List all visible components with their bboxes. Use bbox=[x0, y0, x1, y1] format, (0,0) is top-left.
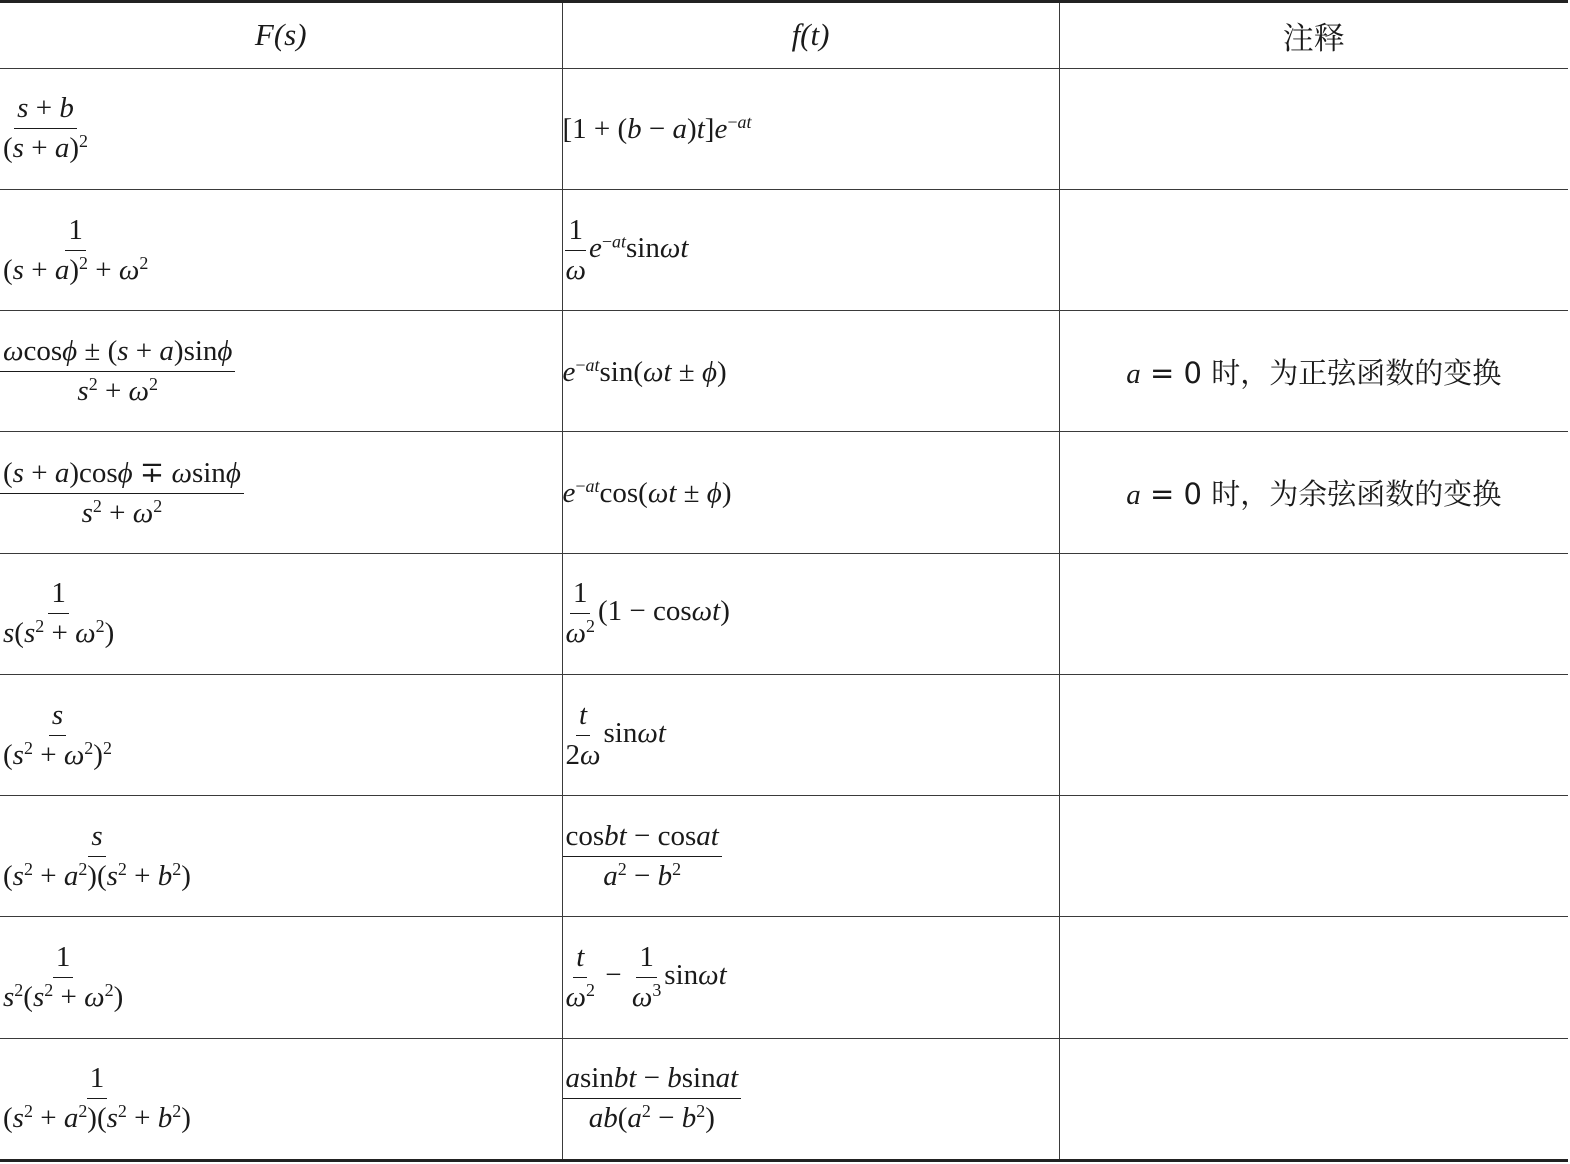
ft-formula: $\frac{1}{\omega^2}$ (1 − cosωt) bbox=[565, 577, 730, 650]
note-cell bbox=[1059, 189, 1568, 310]
fs-cell bbox=[0, 796, 562, 917]
fs-numerator: s + b bbox=[14, 92, 77, 129]
note-cell bbox=[1059, 674, 1568, 795]
fs-cell bbox=[0, 68, 562, 189]
ft-formula: $e^{-at}\cos(\omega t \pm \phi)$ bbox=[562, 476, 732, 509]
fs-cell bbox=[0, 189, 562, 310]
fs-numerator: ωcosϕ ± (s + a)sinϕ bbox=[0, 335, 235, 372]
ft-cell bbox=[562, 917, 1059, 1038]
note-cell: a = 0 时，为正弦函数的变换 bbox=[1059, 311, 1568, 432]
fs-denominator: $(s + a)^2 + \omega^2$ bbox=[3, 252, 149, 286]
fs-denominator: $s^2 + \omega^2$ bbox=[77, 373, 159, 407]
note-cell bbox=[1059, 796, 1568, 917]
fs-formula bbox=[0, 1062, 194, 1135]
fs-denominator: $(s^2 + a^2)(s^2 + b^2)$ bbox=[3, 858, 191, 892]
fs-cell bbox=[0, 674, 562, 795]
header-fs-label: F(s) bbox=[254, 17, 307, 53]
table-row bbox=[0, 796, 1568, 917]
fs-formula bbox=[0, 214, 151, 287]
ft-cell bbox=[562, 674, 1059, 795]
header-note bbox=[1059, 2, 1568, 69]
fs-denominator: $s^2(s^2 + \omega^2)$ bbox=[3, 980, 124, 1014]
ft-formula: $\frac{t}{2\omega}$ sinωt bbox=[565, 698, 666, 771]
fs-formula bbox=[0, 577, 117, 650]
fs-numerator: 1 bbox=[53, 941, 74, 978]
fs-denominator: $(s^2 + a^2)(s^2 + b^2)$ bbox=[3, 1101, 191, 1135]
table-row bbox=[0, 917, 1568, 1038]
fs-numerator: 1 bbox=[87, 1062, 108, 1099]
note-cell bbox=[1059, 917, 1568, 1038]
ft-formula: $\frac{\text{cosbt − cosat}}{a^2 - b^2}$ bbox=[563, 820, 722, 893]
fs-formula bbox=[0, 699, 115, 772]
fs-formula bbox=[0, 820, 194, 893]
note-cell: a = 0 时，为余弦函数的变换 bbox=[1059, 432, 1568, 553]
ft-formula: $[1 + (b - a)t]e^{-at}$ bbox=[562, 112, 752, 146]
fs-denominator: $(s + a)^2$ bbox=[3, 131, 88, 165]
ft-cell bbox=[562, 1038, 1059, 1160]
table-row bbox=[0, 674, 1568, 795]
fs-numerator: (s + a)cosϕ ∓ ωsinϕ bbox=[0, 455, 244, 494]
fs-cell bbox=[0, 1038, 562, 1160]
ft-cell bbox=[562, 432, 1059, 553]
note-cell bbox=[1059, 68, 1568, 189]
table-row bbox=[0, 432, 1568, 553]
fs-formula bbox=[0, 941, 126, 1014]
fs-numerator: 1 bbox=[48, 577, 69, 614]
fs-cell bbox=[0, 553, 562, 674]
ft-cell bbox=[562, 311, 1059, 432]
table-row bbox=[0, 311, 1568, 432]
header-fs bbox=[0, 2, 562, 69]
table-row bbox=[0, 68, 1568, 189]
fs-numerator: s bbox=[88, 820, 105, 857]
fs-denominator: $s^2 + \omega^2$ bbox=[81, 496, 163, 530]
table-row bbox=[0, 189, 1568, 310]
fs-formula bbox=[0, 455, 244, 530]
fs-numerator: s bbox=[49, 699, 66, 736]
fs-cell bbox=[0, 311, 562, 432]
fs-numerator: 1 bbox=[65, 214, 86, 251]
header-ft-label: f(t) bbox=[791, 17, 830, 53]
fs-formula bbox=[0, 92, 91, 165]
ft-formula: $\frac{1}{\omega}$ $e^{-at}\sin\omega t$ bbox=[565, 213, 689, 286]
note-cell bbox=[1059, 1038, 1568, 1160]
fs-formula bbox=[0, 335, 235, 408]
fs-denominator: $(s^2 + \omega^2)^2$ bbox=[3, 737, 112, 771]
ft-cell bbox=[562, 68, 1059, 189]
ft-cell bbox=[562, 553, 1059, 674]
fs-cell bbox=[0, 432, 562, 553]
table-row bbox=[0, 553, 1568, 674]
ft-formula: $\frac{\text{asinbt − bsinat}}{ab(a^2 - b^2)}$ bbox=[563, 1062, 742, 1135]
ft-formula: $\frac{t}{\omega^2}$ − $\frac{1}{\omega^3}$ sinωt bbox=[565, 941, 727, 1014]
ft-cell bbox=[562, 189, 1059, 310]
fs-denominator: $s(s^2 + \omega^2)$ bbox=[3, 616, 115, 650]
ft-cell bbox=[562, 796, 1059, 917]
fs-cell bbox=[0, 917, 562, 1038]
header-ft bbox=[562, 2, 1059, 69]
ft-formula: $e^{-at}\sin(\omega t \pm \phi)$ bbox=[562, 354, 727, 388]
header-note-label: 注释 bbox=[1282, 20, 1345, 56]
note-cell bbox=[1059, 553, 1568, 674]
table-row bbox=[0, 1038, 1568, 1160]
header-row bbox=[0, 2, 1568, 69]
